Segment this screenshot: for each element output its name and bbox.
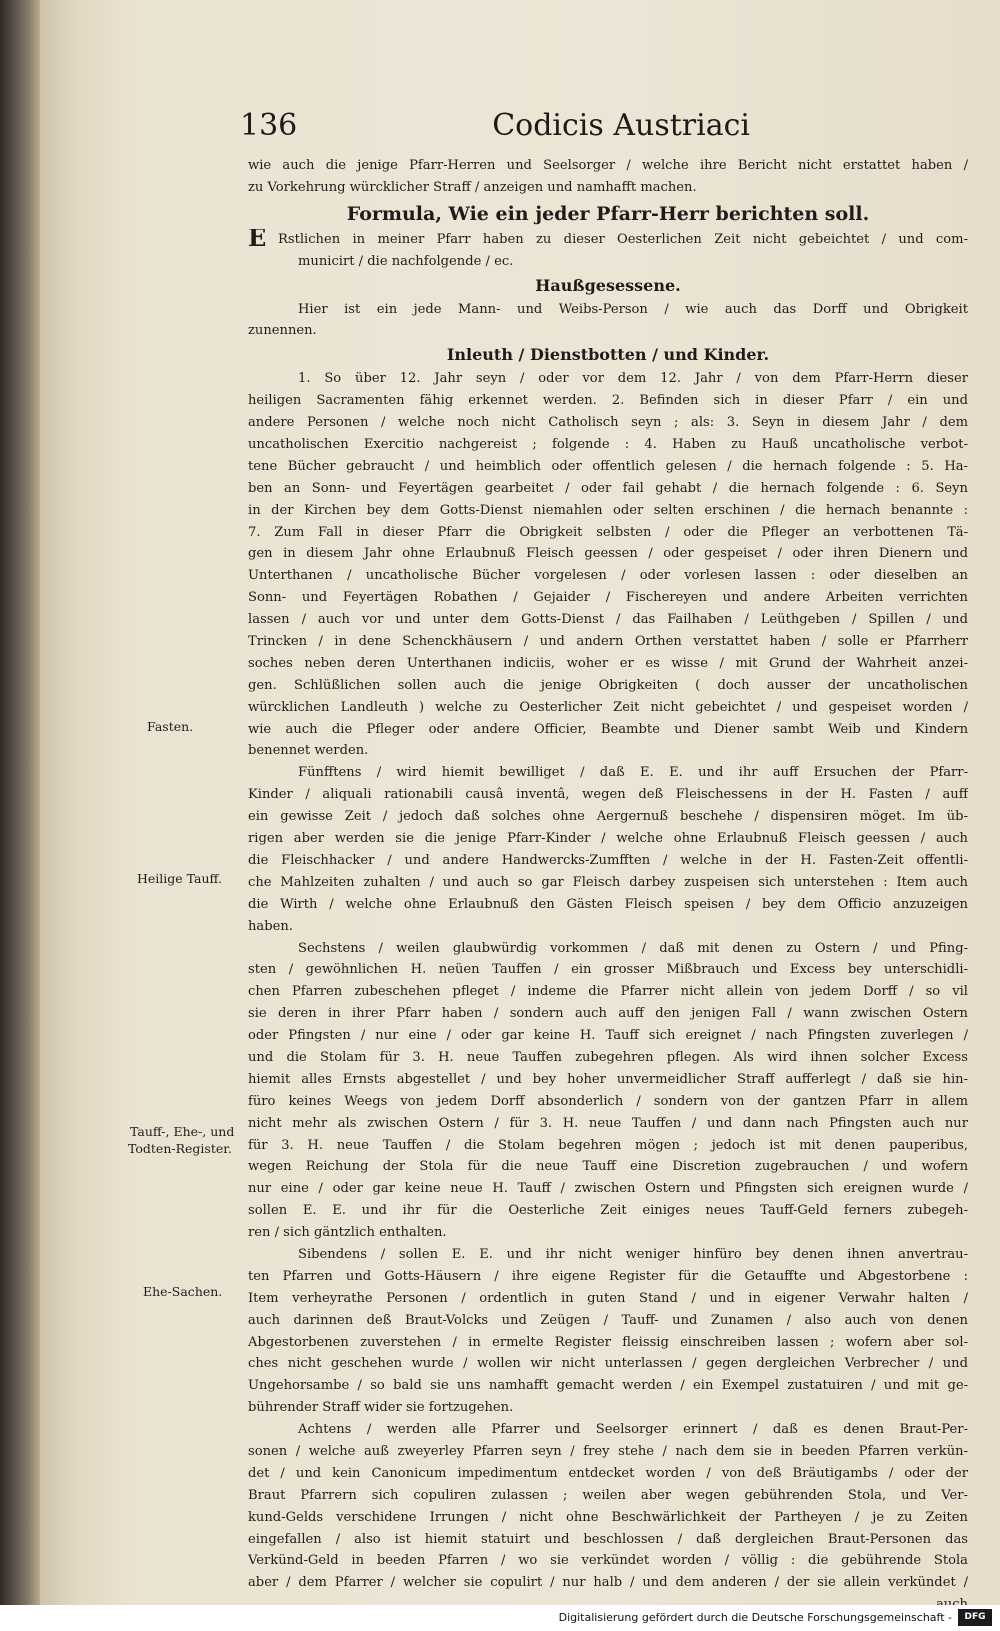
text-line: hiemit alles Ernsts abgestellet / und bey hoher unvermeidlicher Straff aufferlegt / daß sie hin- (248, 1071, 968, 1087)
text-line: sollen E. E. und ihr für die Oesterliche Zeit einiges neues Tauff-Geld ferners zubegeh- (248, 1203, 968, 1219)
text-line: Hier ist ein jede Mann- und Weibs-Person / wie auch das Dorff und Obrigkeit (298, 301, 968, 317)
margin-note-register-line-2: Todten-Register. (128, 1141, 232, 1156)
text-line: ten Pfarren und Gotts-Häusern / ihre eigene Register für die Getauffte und Abgestorbene : (248, 1268, 968, 1284)
text-line: wegen Reichung der Stola für die neue Tauff eine Discretion zugebrauchen / und wofern (248, 1159, 968, 1175)
text-line: aber / dem Pfarrer / welcher sie copulirt / nur halb / und dem anderen / der sie allein verkündet / (248, 1575, 968, 1591)
text-line: Sechstens / weilen glaubwürdig vorkommen / daß mit denen zu Ostern / und Pfing- (298, 940, 968, 956)
text-line: für 3. H. neue Tauffen / die Stolam begehren mögen ; jedoch ist mit denen pauperibus, (248, 1137, 968, 1153)
text-line: 7. Zum Fall in dieser Pfarr die Obrigkeit selbsten / oder die Pfleger an verbottenen Tä- (248, 524, 968, 540)
page-header (240, 108, 750, 152)
text-line: Abgestorbenen zuverstehen / in ermelte Register fleissig einschreiben lassen ; wofern aber sol- (248, 1334, 968, 1350)
formula-paragraph (248, 229, 968, 273)
text-line: auch darinnen deß Braut-Volcks und Zeügen / Tauff- und Zunamen / also auch von denen (248, 1312, 968, 1328)
text-line: sten / gewöhnlichen H. neüen Tauffen / ein grosser Mißbrauch und Excess bey unterschidli- (248, 962, 968, 978)
formula-heading: Formula, Wie ein jeder Pfarr-Herr berichten soll. (346, 202, 870, 225)
text-line: in der Kirchen bey dem Gotts-Dienst niemahlen oder selten erschinen / die hernach benannte : (248, 502, 968, 518)
text-line: Trincken / in dene Schenckhäusern / und andern Orthen verstattet haben / solle er Pfarrherr (248, 634, 968, 650)
haussgesessene-heading: Haußgesessene. (535, 275, 681, 295)
text-line: benennet werden. (248, 743, 369, 759)
text-line: det / und kein Canonicum impedimentum entdecket worden / von deß Bräutigambs / oder der (248, 1465, 968, 1481)
text-line: soches neben deren Unterthanen indiciis, woher er es wisse / mit Grund der Wahrheit anzei- (248, 655, 968, 671)
text-line: füro keines Weegs von jedem Dorff absonderlich / sondern von der gantzen Pfarr in allem (248, 1093, 968, 1109)
text-line: haben. (248, 918, 293, 934)
intro-paragraph (248, 155, 968, 199)
text-line: zu Vorkehrung würcklicher Straff / anzeigen und namhafft machen. (248, 179, 697, 195)
text-line: rigen aber werden sie die jenige Pfarr-Kinder / welche ohne Erlaubnuß Fleisch geessen / auch (248, 831, 968, 847)
text-line: zunennen. (248, 323, 317, 339)
text-line: ches nicht geschehen wurde / wollen wir nicht unterlassen / gegen dergleichen Verbrecher / und (248, 1356, 968, 1372)
book-spine (0, 0, 40, 1631)
text-line: Achtens / werden alle Pfarrer und Seelsorger erinnert / daß es denen Braut-Per- (298, 1422, 968, 1438)
text-line: Braut Pfarrern sich copuliren zulassen ; weilen aber wegen gebührenden Stola, und Ver- (248, 1487, 968, 1503)
text-line: die Wirth / welche ohne Erlaubnuß den Gästen Fleisch speisen / bey dem Officio anzuzeigen (248, 896, 968, 912)
margin-note-heilige-tauff: Heilige Tauff. (137, 871, 222, 886)
running-title: Codicis Austriaci (492, 108, 750, 143)
text-line: und die Stolam für 3. H. neue Tauffen zubegehren pflegen. Als wird ihnen solcher Excess (248, 1049, 968, 1065)
text-line: che Mahlzeiten zuhalten / und auch so gar Fleisch darbey zuspeisen sich unterstehen : Item auch (248, 874, 968, 890)
text-line: heiligen Sacramenten fähig erkennet werden. 2. Befinden sich in dieser Pfarr / ein und (248, 393, 968, 409)
text-line: ren / sich gäntzlich enthalten. (248, 1225, 447, 1241)
tauff-paragraph (248, 938, 968, 1244)
text-line: municirt / die nachfolgende / ec. (298, 253, 514, 269)
dfg-logo-icon: DFG (958, 1609, 992, 1626)
text-line: chen Pfarren zubeschehen pfleget / indeme die Pfarrer nicht allein von jedem Dorff / so vil (248, 984, 968, 1000)
text-line: gen. Schlüßlichen sollen auch die jenige Obrigkeiten ( doch ausser der uncatholischen (248, 677, 968, 693)
text-line: oder Pfingsten / nur eine / oder gar keine H. Tauff sich ereignet / nach Pfingsten zuverlegen / (248, 1028, 968, 1044)
text-line: sie deren in ihrer Pfarr haben / sondern auch auff den jenigen Fall / wann zwischen Ostern (248, 1006, 968, 1022)
text-line: tene Bücher gebraucht / und heimblich oder offentlich gelesen / die hernach folgende : 5. Ha- (248, 458, 968, 474)
text-line: würcklichen Landleuth ) welche zu Oesterlicher Zeit nicht gebeichtet / und gespeiset worden / (248, 699, 968, 715)
text-line: Verkünd-Geld in beeden Pfarren / wo sie verkündet worden / völlig : die gebührende Stola (248, 1553, 968, 1569)
text-line: eingefallen / also ist hiemit statuirt und beschlossen / daß dergleichen Braut-Personen das (248, 1531, 968, 1547)
text-line: nicht mehr als zwischen Ostern / für 3. H. neue Tauffen / und dann nach Pfingsten auch nur (248, 1115, 968, 1131)
text-line: ben an Sonn- und Feyertägen gearbeitet / oder fail gehabt / die hernach folgende : 6. Seyn (248, 480, 968, 496)
digitization-footer (0, 1605, 1000, 1631)
drop-cap: E (248, 228, 267, 251)
haussgesessene-paragraph (248, 299, 968, 343)
footer-credit: Digitalisierung gefördert durch die Deutsche Forschungsgemeinschaft - (558, 1611, 952, 1624)
text-line: die Fleischhacker / und andere Handwercks-Zumfften / welche in der H. Fasten-Zeit offentli- (248, 852, 968, 868)
inleuth-heading: Inleuth / Dienstbotten / und Kinder. (446, 345, 770, 365)
margin-note-register-line-1: Tauff-, Ehe-, und (130, 1124, 235, 1139)
margin-note-ehe-sachen: Ehe-Sachen. (143, 1284, 223, 1299)
text-line: gen in diesem Jahr ohne Erlaubnuß Fleisch geessen / oder gespeiset / oder ihren Dienern und (248, 546, 968, 562)
text-line: uncatholischen Exercitio nachgereist ; folgende : 4. Haben zu Hauß uncatholische verbot- (248, 437, 968, 453)
register-paragraph (248, 1244, 968, 1419)
text-line: nur eine / oder gar keine neue H. Tauff / zwischen Ostern und Pfingsten sich ereignen wurde / (248, 1181, 968, 1197)
text-line: wie auch die Pfleger oder andere Officier, Beambte und Diener sambt Weib und Kindern (248, 721, 968, 737)
text-line: Kinder / aliquali rationabili causâ inventâ, wegen deß Fleischessens in der H. Fasten / auff (248, 787, 968, 803)
text-line: Ungehorsambe / so bald sie uns namhafft gemacht werden / ein Exempel zustatuiren / und mit ge- (248, 1378, 968, 1394)
margin-note-fasten: Fasten. (147, 719, 194, 734)
inleuth-paragraph (248, 368, 968, 762)
book-page (40, 0, 1000, 1631)
text-line: ein gewisse Zeit / jedoch daß solches ohne Aergernuß beschehe / dispensiren möget. Im üb- (248, 809, 968, 825)
ehe-paragraph (248, 1419, 968, 1594)
text-line: lassen / auch vor und unter dem Gotts-Dienst / das Failhaben / Leüthgeben / Spillen / und (248, 612, 968, 628)
fasten-paragraph (248, 762, 968, 937)
text-line: Fünfftens / wird hiemit bewilliget / daß E. E. und ihr auff Ersuchen der Pfarr- (298, 765, 968, 781)
text-line: 1. So über 12. Jahr seyn / oder vor dem 12. Jahr / von dem Pfarr-Herrn dieser (298, 371, 968, 387)
text-line: Sonn- und Feyertägen Robathen / Gejaider / Fischereyen und andere Arbeiten verrichten (248, 590, 968, 606)
text-line: andere Personen / welche noch nicht Catholisch seyn ; als: 3. Seyn in diesem Jahr / dem (248, 415, 968, 431)
text-line (248, 229, 968, 251)
text-line: sonen / welche auß zweyerley Pfarren seyn / frey stehe / nach dem sie in beeden Pfarren verkün- (248, 1443, 968, 1459)
text-line: bührender Straff wider sie fortzugehen. (248, 1400, 514, 1416)
text-line: Sibendens / sollen E. E. und ihr nicht weniger hinfüro bey denen ihnen anvertrau- (298, 1246, 968, 1262)
text-line-content: Rstlichen in meiner Pfarr haben zu dieser Oesterlichen Zeit nicht gebeichtet / und com- (278, 231, 968, 247)
page-number: 136 (240, 108, 298, 143)
text-line: Unterthanen / uncatholische Bücher vorgelesen / oder vorlesen lassen : oder dieselben an (248, 568, 968, 584)
text-line: Item verheyrathe Personen / ordentlich in guten Stand / und in eigener Verwahr halten / (248, 1290, 968, 1306)
main-text (248, 155, 968, 1616)
text-line: wie auch die jenige Pfarr-Herren und Seelsorger / welche ihre Bericht nicht erstattet haben / (248, 158, 968, 173)
text-line: kund-Gelds verschidene Irrungen / nicht ohne Beschwärlichkeit der Partheyen / je zu Zeiten (248, 1509, 968, 1525)
